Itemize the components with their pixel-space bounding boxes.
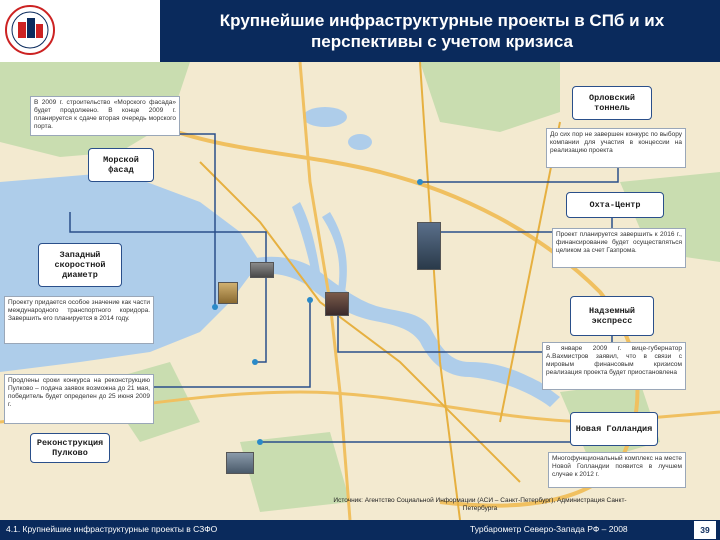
- morskoy-label[interactable]: Морской фасад: [88, 148, 154, 182]
- zsd-label[interactable]: Западный скоростной диаметр: [38, 243, 122, 287]
- footer-section-title: 4.1. Крупнейшие инфраструктурные проекты в СЗФО: [6, 524, 218, 534]
- gollandia-label[interactable]: Новая Голландия: [570, 412, 658, 446]
- nadzemny-label[interactable]: Надземный экспресс: [570, 296, 654, 336]
- orlovsky-description: До сих пор не завершен конкурс по выбору компании для участия в концессии на реализацию проекта: [546, 128, 686, 168]
- pulkovo-description: Продлены сроки конкурса на реконструкцию Пулково – подача заявок возможна до 21 мая, победитель будет определен до 25 июня 2009 г.: [4, 374, 154, 424]
- orlovsky-label[interactable]: Орловский тоннель: [572, 86, 652, 120]
- page-title: Крупнейшие инфраструктурные проекты в СПб и их перспективы с учетом кризиса: [219, 11, 665, 51]
- zsd-photo: [218, 282, 238, 304]
- nadzemny-description: В январе 2009 г. вице-губернатор А.Вахмистров заявил, что в связи с мировым финансовым кризисом реализация проекта будет приостановлена: [542, 342, 686, 390]
- page-number: 39: [694, 521, 716, 539]
- pulkovo-label[interactable]: Реконструкция Пулково: [30, 433, 110, 463]
- gollandia-description: Многофункциональный комплекс на месте Новой Голландии появится в лучшем случае к 2012 г.: [548, 452, 686, 488]
- morskoy-photo: [250, 262, 274, 278]
- okhta-description: Проект планируется завершить к 2016 г., финансирование будет осуществляться целиком за счет Газпрома.: [552, 228, 686, 268]
- logo-icon: [4, 4, 56, 56]
- gollandia-photo: [226, 452, 254, 474]
- source-note: Источник: Агентство Социальной Информации (АСИ – Санкт-Петербург), Администрация Санкт-Петербурга: [333, 497, 627, 512]
- header: [0, 0, 720, 62]
- okhta-label[interactable]: Охта-Центр: [566, 192, 664, 218]
- nadzemny-photo: [325, 292, 349, 316]
- okhta-photo: [417, 222, 441, 270]
- footer-report-title: Турбарометр Северо-Запада РФ – 2008: [470, 524, 628, 534]
- morskoy-description: В 2009 г. строительство «Морского фасада» будет продолжено. В конце 2009 г. планируется к сдаче вторая очередь морского порта.: [30, 96, 180, 136]
- zsd-description: Проекту придается особое значение как части международного транспортного коридора. Завершить его планируется в 2014 году.: [4, 296, 154, 344]
